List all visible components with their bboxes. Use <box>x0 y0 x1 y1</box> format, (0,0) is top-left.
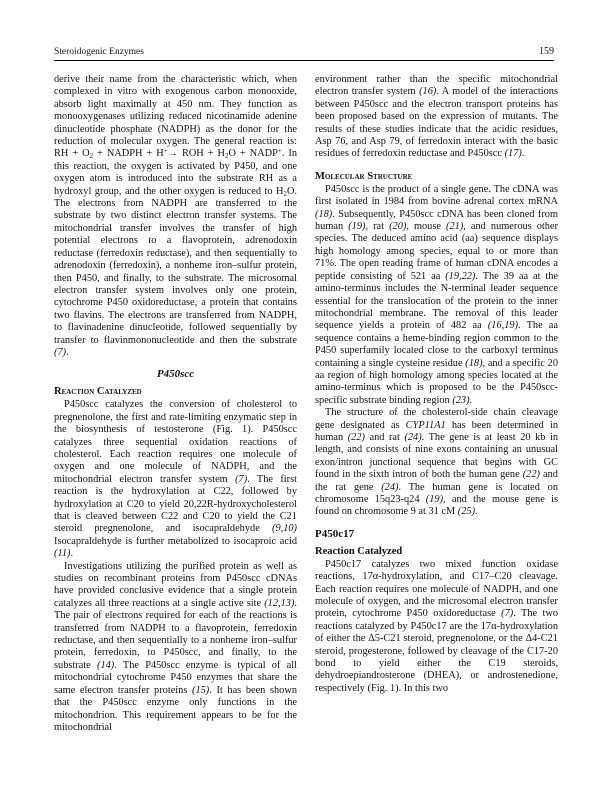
text-run: Investigations utilizing the purified protein as well as studies on recombinant proteins from P450scc cDNAs have provided conclusive evidence that a single protein catalyzes all three reactions at a single active site <box>54 560 297 609</box>
citation: (15) <box>192 684 210 696</box>
spacer <box>315 161 558 170</box>
gene-name: CYP11A1 <box>405 419 446 431</box>
text-run: . <box>475 506 478 518</box>
citation: (22) <box>347 431 365 443</box>
citation: (16) <box>419 86 437 98</box>
text-run: Isocapraldehyde is further metabolized to isocaproic acid <box>54 535 297 547</box>
text-run: environment rather than the specific mitochondrial electron transfer system <box>315 74 558 98</box>
citation: (14) <box>97 659 115 671</box>
subscript: 2 <box>225 152 229 161</box>
running-header <box>54 46 554 61</box>
citation: (24) <box>381 481 399 493</box>
text-run: derive their name from the characteristic which, when complexed in vitro with exogenous carbon monooxide, absorb light maximally at 450 nm. They function as monooxygenases utilizing reduced nicotinamide adenine dinucleotide phosphate (NADPH) as the donor for the reduction of molecular oxygen. The general reaction is: RH + O <box>54 74 297 160</box>
citation: (21) <box>446 221 464 233</box>
text-run: P450c17 catalyzes two mixed function oxidase reactions, 17α-hydroxylation, and C17–C20 cleavage. Each reaction requires one molecule of NADPH, and one molecule of oxygen, and the microsomal electron transfer protein, cytochrome P450 oxidoreductase <box>315 558 558 620</box>
reaction-paragraph <box>54 399 297 560</box>
citation: (19) <box>348 221 366 233</box>
citation: (12,13) <box>264 597 295 609</box>
citation: (20) <box>389 221 407 233</box>
text-run: . <box>70 548 74 560</box>
text-run: P450scc catalyzes the conversion of cholesterol to pregnenolone, the first and rate-limiting enzymatic step in the biosynthesis of testosterone (Fig. 1). P450scc catalyzes three sequential oxidation reactions of cholesterol. Each reaction requires one molecule of oxygen and one molecule of NADPH, and the mitochondrial electron transfer system <box>54 399 297 485</box>
investigations-paragraph <box>54 561 297 735</box>
citation: (11) <box>54 548 71 560</box>
text-run: and rat <box>364 431 405 443</box>
right-column <box>315 74 558 695</box>
text-run: . The gene is at least 20 kb in length, and consists of nine exons containing an unusual exon/intron junctional sequence that begins with GC found in the sixth intron of both the human gene <box>315 431 559 481</box>
text-run: . The human gene is located on chromosome 15q23-q24 <box>315 481 558 505</box>
text-run: . <box>521 148 525 160</box>
text-run: P450scc is the product of a single gene. The cDNA was first isolated in 1984 from bovine adrenal cortex mRNA <box>315 183 558 208</box>
text-run: . It has been shown that the P450scc enzyme only functions in the mitochondrion. This requirement appears to be for the mitochondrial <box>54 684 297 733</box>
citation: (7) <box>235 473 248 485</box>
text-run: , and a specific 20 aa region of high homology among species located at the amino-terminus which is proposed to be the P450scc-specific substrate binding region <box>315 357 559 406</box>
citation: (24) <box>404 431 422 443</box>
text-run: , and the mouse gene is found on chromosome 9 at 31 cM <box>315 494 558 518</box>
text-run: . The 39 aa at the amino-terminus includes the N-terminal leader sequence essential for the translocation of the protein to the inner mitochondrial membrane. The removal of this leader sequence yields a protein of 482 aa <box>315 270 558 332</box>
c17-paragraph <box>315 559 558 695</box>
citation: (16,19) <box>487 320 519 332</box>
citation: (23) <box>452 394 470 406</box>
citation: (18) <box>315 208 333 220</box>
intro-paragraph <box>54 74 297 359</box>
citation: (9,10) <box>272 523 297 535</box>
subscript: 2 <box>283 189 287 198</box>
citation: (22) <box>522 469 540 481</box>
text-run: + NADPH + H <box>93 148 164 160</box>
text-run: . A model of the interactions between P450scc and the electron transport proteins has been proposed based on the expression of mutants. The results of these studies indicate that the acidic residues, Asp 76, and Asp 79, of ferredoxin interact with the basic residues of ferredoxin reductase and P450scc <box>315 86 558 160</box>
citation: (18) <box>465 357 483 369</box>
text-run: . In this reaction, the oxygen is activated by P450, and one oxygen atom is introduced into the substrate RH as a hydroxyl group, and the other oxygen is reduced to H <box>54 148 297 197</box>
left-column <box>54 74 297 734</box>
text-run: . <box>469 394 473 406</box>
citation: (7) <box>54 346 67 358</box>
subsection-heading-molecular-structure: Molecular Structure <box>315 170 413 182</box>
section-heading-p450scc: P450scc <box>156 368 195 381</box>
text-run: has been determined in human <box>315 419 558 443</box>
text-run: . Subsequently, P450scc cDNA has been cloned from human <box>315 208 558 233</box>
text-run: . The pair of electrons required for each of the reactions is transferred from NADPH to a flavoprotein, ferredoxin reductase, and then sequentially to a nonheme iron–sulfur protein, ferredoxin, to P450scc, and finally, to the substrate <box>54 597 297 671</box>
text-run: and the rat gene <box>315 469 558 493</box>
page-number: 159 <box>539 46 554 57</box>
text-run: The structure of the cholesterol-side chain cleavage gene designated as <box>315 407 558 431</box>
molecular-paragraph <box>315 184 558 407</box>
superscript: + <box>163 147 168 156</box>
subscript: 2 <box>89 152 94 161</box>
text-run: , rat <box>365 221 390 233</box>
section-heading-p450c17: P450c17 <box>315 527 355 540</box>
citation: (25) <box>457 506 476 518</box>
subsection-heading-reaction-catalyzed-2: Reaction Catalyzed <box>315 545 403 557</box>
gene-paragraph <box>315 407 558 519</box>
text-run: , mouse <box>406 221 447 233</box>
text-run: . The P450scc enzyme is typical of all mitochondrial cytochrome P450 enzymes that share the same electron transfer proteins <box>54 659 297 696</box>
citation: (7) <box>501 608 514 620</box>
text-run: O. The electrons from NADPH are transferred to the substrate by two distinct electron transfer systems. The mitochondrial transfer involves the transfer of high potential electrons to a flavoprotein, adrenodoxin reductase (ferredoxin reductase), and then sequentially to adrenodoxin (ferredoxin), a nonheme iron–sulfur protein, then P450, and finally, to the substrate. The microsomal electron transfer system involves only one protein, cytochrome P450 oxidoreductase, a protein that contains two flavins. The electrons are transferred from NADPH, to flavinadenine dinucleotide, followed sequentially by transfer to flavinmononucleotide and then the substrate <box>54 185 297 346</box>
text-run: . <box>66 346 69 358</box>
citation: (19) <box>425 494 444 505</box>
continuation-paragraph <box>315 74 558 161</box>
text-run: O + NADP <box>228 148 278 160</box>
text-run: . The aa sequence contains a heme-binding region common to the P450 superfamily located close to the carboxyl terminus containing a single cysteine residue <box>315 320 558 369</box>
text-run: , and numerous other species. The deduced amino acid (aa) sequence displays high homology among species, equal to or more than 71%. The open reading frame of human cDNA encodes a peptide consisting of 521 aa <box>315 221 559 282</box>
subsection-heading-reaction-catalyzed: Reaction Catalyzed <box>54 386 142 398</box>
text-run: . The first reaction is the hydroxylation at C22, followed by hydroxylation at C20 to yield 20,22R-hydroxycholesterol that is cleaved between C22 and C20 to yield the C21 steroid pregnenolone, and isocapraldehyde <box>54 473 297 535</box>
superscript: + <box>277 147 282 156</box>
running-title: Steroidogenic Enzymes <box>54 47 144 57</box>
citation: (17) <box>504 148 522 160</box>
citation: (19,22) <box>445 270 476 282</box>
text-run: → ROH + H <box>167 148 225 160</box>
text-run: . The two reactions catalyzed by P450c17 are the 17α-hydroxylation of either the Δ5-C21 steroid, pregnenolone, or the Δ4-C21 steroid, progesterone, followed by cleavage of the C17-20 bond to yield either the C19 steroids, dehydroepiandrosterone (DHEA), or androstenedione, respectively (Fig. 1). In this two <box>315 608 558 694</box>
